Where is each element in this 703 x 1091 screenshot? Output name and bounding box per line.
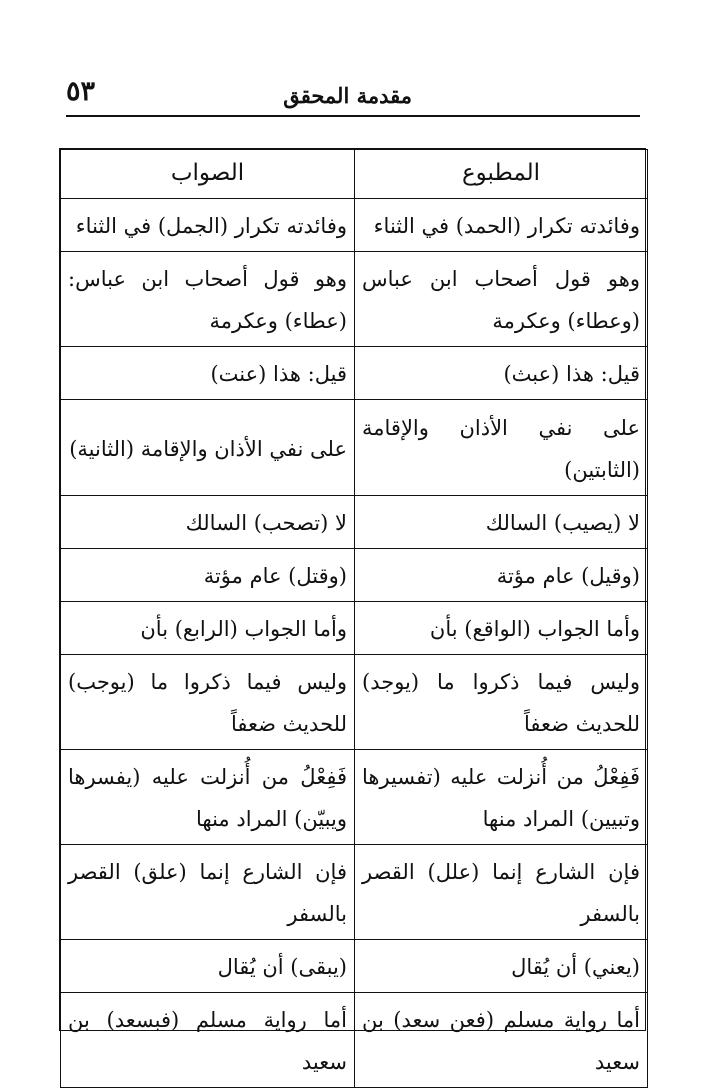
table-row <box>61 496 648 549</box>
cell-printed: أما رواية مسلم (فعن سعد) بن سعيد <box>355 993 648 1088</box>
cell-correct: وليس فيما ذكروا ما (يوجب) للحديث ضعفاً <box>61 655 355 750</box>
cell-correct: (يبقى) أن يُقال <box>61 940 355 993</box>
cell-correct: فَفِعْلُ من أُنزلت عليه (يفسرها ويبيّن) المراد منها <box>61 750 355 845</box>
cell-printed: فَفِعْلُ من أُنزلت عليه (تفسيرها وتبيين) المراد منها <box>355 750 648 845</box>
table-row <box>61 347 648 400</box>
table-header-row <box>61 150 648 199</box>
cell-printed: فإن الشارع إنما (علل) القصر بالسفر <box>355 845 648 940</box>
cell-printed: على نفي الأذان والإقامة (الثابتين) <box>355 400 648 496</box>
corrections-table-container <box>59 148 646 1074</box>
table-row <box>61 845 648 940</box>
table-row <box>61 400 648 496</box>
header-correct: الصواب <box>61 150 355 199</box>
table-row <box>61 602 648 655</box>
cell-printed: قيل: هذا (عبث) <box>355 347 648 400</box>
cell-correct: على نفي الأذان والإقامة (الثانية) <box>61 400 355 496</box>
header-divider <box>66 115 640 117</box>
page-header <box>66 76 640 114</box>
cell-printed: وفائدته تكرار (الحمد) في الثناء <box>355 199 648 252</box>
table-row <box>61 252 648 347</box>
cell-printed: وهو قول أصحاب ابن عباس (وعطاء) وعكرمة <box>355 252 648 347</box>
table-row <box>61 655 648 750</box>
header-printed: المطبوع <box>355 150 648 199</box>
cell-printed: وليس فيما ذكروا ما (يوجد) للحديث ضعفاً <box>355 655 648 750</box>
cell-correct: وأما الجواب (الرابع) بأن <box>61 602 355 655</box>
cell-correct: لا (تصحب) السالك <box>61 496 355 549</box>
cell-correct: (وقتل) عام مؤتة <box>61 549 355 602</box>
table-row <box>61 750 648 845</box>
cell-printed: لا (يصيب) السالك <box>355 496 648 549</box>
cell-correct: وهو قول أصحاب ابن عباس: (عطاء) وعكرمة <box>61 252 355 347</box>
cell-correct: وفائدته تكرار (الجمل) في الثناء <box>61 199 355 252</box>
table-row <box>61 549 648 602</box>
page-title: مقدمة المحقق <box>283 83 412 108</box>
cell-printed: (وقيل) عام مؤتة <box>355 549 648 602</box>
table-row <box>61 940 648 993</box>
cell-correct: فإن الشارع إنما (علق) القصر بالسفر <box>61 845 355 940</box>
cell-correct: أما رواية مسلم (فبسعد) بن سعيد <box>61 993 355 1088</box>
corrections-table <box>60 149 648 1088</box>
page-number: ٥٣ <box>66 76 96 107</box>
cell-correct: قيل: هذا (عنت) <box>61 347 355 400</box>
table-row <box>61 993 648 1088</box>
cell-printed: (يعني) أن يُقال <box>355 940 648 993</box>
cell-printed: وأما الجواب (الواقع) بأن <box>355 602 648 655</box>
table-row <box>61 199 648 252</box>
